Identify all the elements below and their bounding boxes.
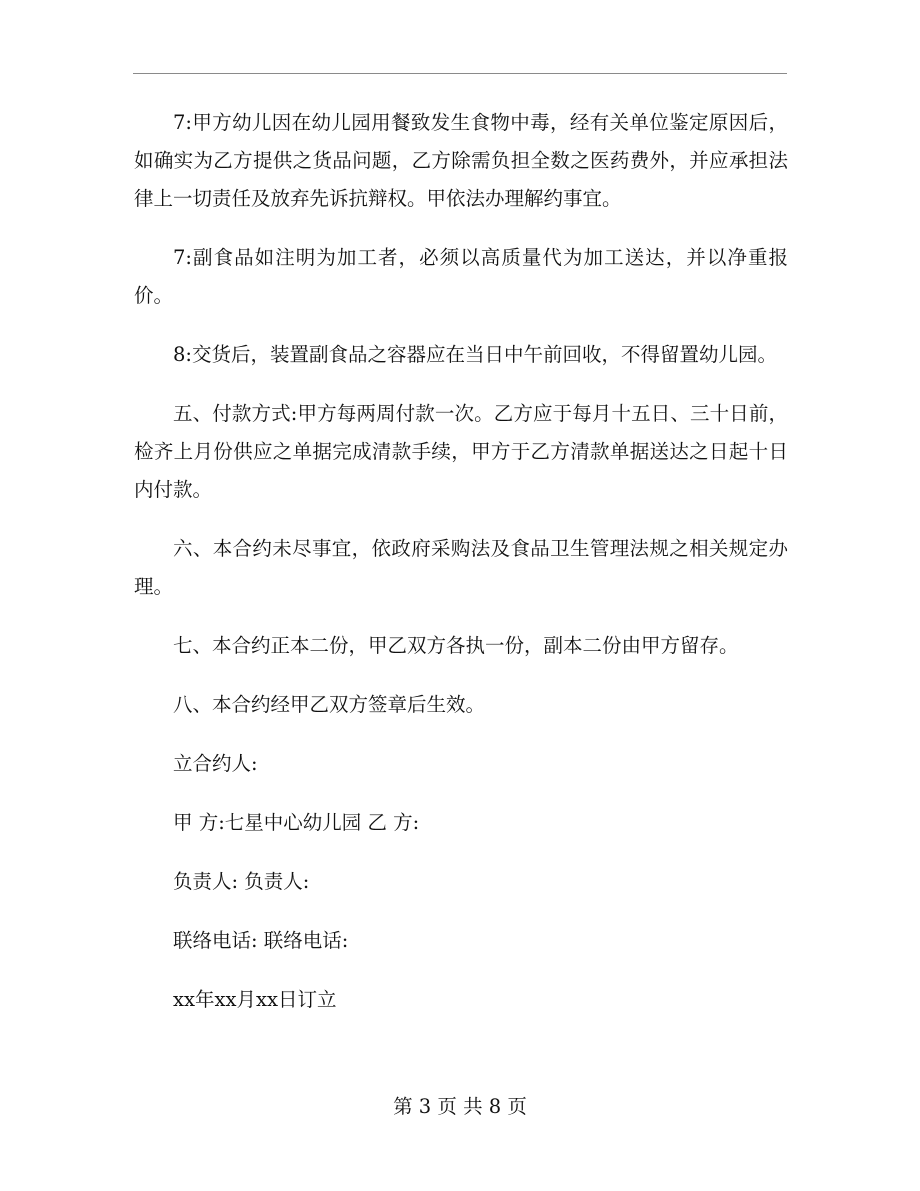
- clause-effective: 八、本合约经甲乙双方签章后生效。: [173, 693, 486, 716]
- contact-phone-line: 联络电话: 联络电话:: [173, 929, 349, 952]
- header-rule: [133, 73, 787, 74]
- clause-payment: 五、付款方式:甲方每两周付款一次。乙方应于每月十五日、三十日前，检齐上月份供应之单据完成清款手续，甲方于乙方清款单据送达之日起十日内付款。: [134, 402, 788, 501]
- signing-date: xx年xx月xx日订立: [173, 988, 337, 1011]
- clause-copies: 七、本合约正本二份，甲乙双方各执一份，副本二份由甲方留存。: [173, 634, 739, 657]
- clause-food-poisoning: 7:甲方幼儿因在幼儿园用餐致发生食物中毒，经有关单位鉴定原因后，如确实为乙方提供之货品问题，乙方除需负担全数之医药费外，并应承担法律上一切责任及放弃先诉抗辩权。甲依法办理解约事宜。: [134, 111, 788, 210]
- clause-container-return: 8:交货后，装置副食品之容器应在当日中午前回收，不得留置幼儿园。: [173, 343, 777, 366]
- page-number-footer: 第 3 页 共 8 页: [393, 1095, 527, 1118]
- signatories-heading: 立合约人:: [173, 752, 258, 775]
- clause-processing: 7:副食品如注明为加工者，必须以高质量代为加工送达，并以净重报价。: [134, 246, 788, 307]
- party-line: 甲 方:七星中心幼儿园 乙 方:: [173, 811, 420, 834]
- responsible-person-line: 负责人: 负责人:: [173, 870, 310, 893]
- document-body: [134, 104, 788, 1019]
- clause-unresolved-matters: 六、本合约未尽事宜，依政府采购法及食品卫生管理法规之相关规定办理。: [134, 537, 788, 598]
